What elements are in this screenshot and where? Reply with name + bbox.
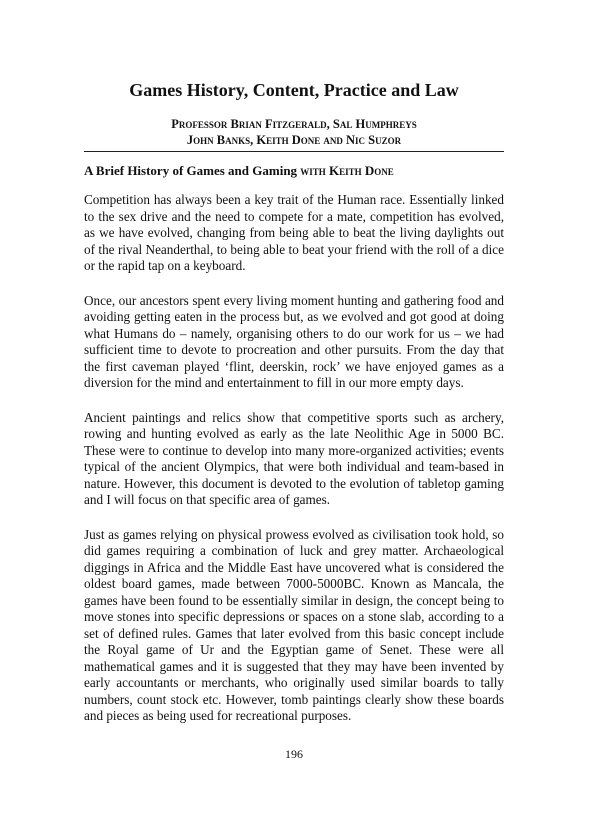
author-list (84, 116, 504, 148)
section-heading (84, 163, 504, 179)
document-page (84, 0, 504, 830)
paragraph-3: Ancient paintings and relics show that competitive sports such as archery, rowing and hunting evolved as early as the late Neolithic Age in 5000 BC. These were to continue to develop into many more-organized activities; events typical of the ancient Olympics, that were both individual and team-based in nature. However, this document is devoted to the evolution of tabletop gaming and I will focus on that specific area of games. (84, 409, 504, 507)
section-heading-contributor: with Keith Done (300, 163, 394, 178)
section-heading-main: A Brief History of Games and Gaming (84, 163, 301, 178)
author-line-1: Professor Brian Fitzgerald, Sal Humphreys (171, 117, 417, 131)
paragraph-4: Just as games relying on physical prowess evolved as civilisation took hold, so did games requiring a combination of luck and grey matter. Archaeological diggings in Africa and the Middle East have uncovered what is considered the oldest board games, made between 7000-5000BC. Known as Mancala, the games have been found to be essentially similar in design, the concept being to move stones into specific depressions or spaces on a stone slab, according to a set of defined rules. Games that later evolved from this basic concept include the Royal game of Ur and the Egyptian game of Senet. These were all mathematical games and it is suggested that they may have been invented by early accountants or merchants, who originally used similar boards to tally numbers, count stock etc. However, tomb paintings clearly show these boards and pieces as being used for recreational purposes. (84, 526, 504, 723)
document-title: Games History, Content, Practice and Law (129, 80, 459, 100)
author-line-2: John Banks, Keith Done and Nic Suzor (186, 133, 402, 147)
page-number: 196 (285, 747, 303, 761)
body-text (84, 192, 504, 743)
header-rule (84, 151, 504, 152)
paragraph-2: Once, our ancestors spent every living moment hunting and gathering food and avoiding getting eaten in the process but, as we evolved and got good at doing what Humans do – namely, organising others to do our work for us – we had sufficient time to devote to procreation and other pursuits. From the day that the first caveman played ‘flint, deerskin, rock’ we have enjoyed games as a diversion for the mind and entertainment to fill in our more empty days. (84, 292, 504, 390)
paragraph-1: Competition has always been a key trait of the Human race. Essentially linked to the sex drive and the need to compete for a mate, competition has evolved, as we have evolved, changing from being able to beat the living daylights out of the rival Neanderthal, to being able to beat your friend with the roll of a dice or the rapid tap on a keyboard. (84, 192, 504, 273)
